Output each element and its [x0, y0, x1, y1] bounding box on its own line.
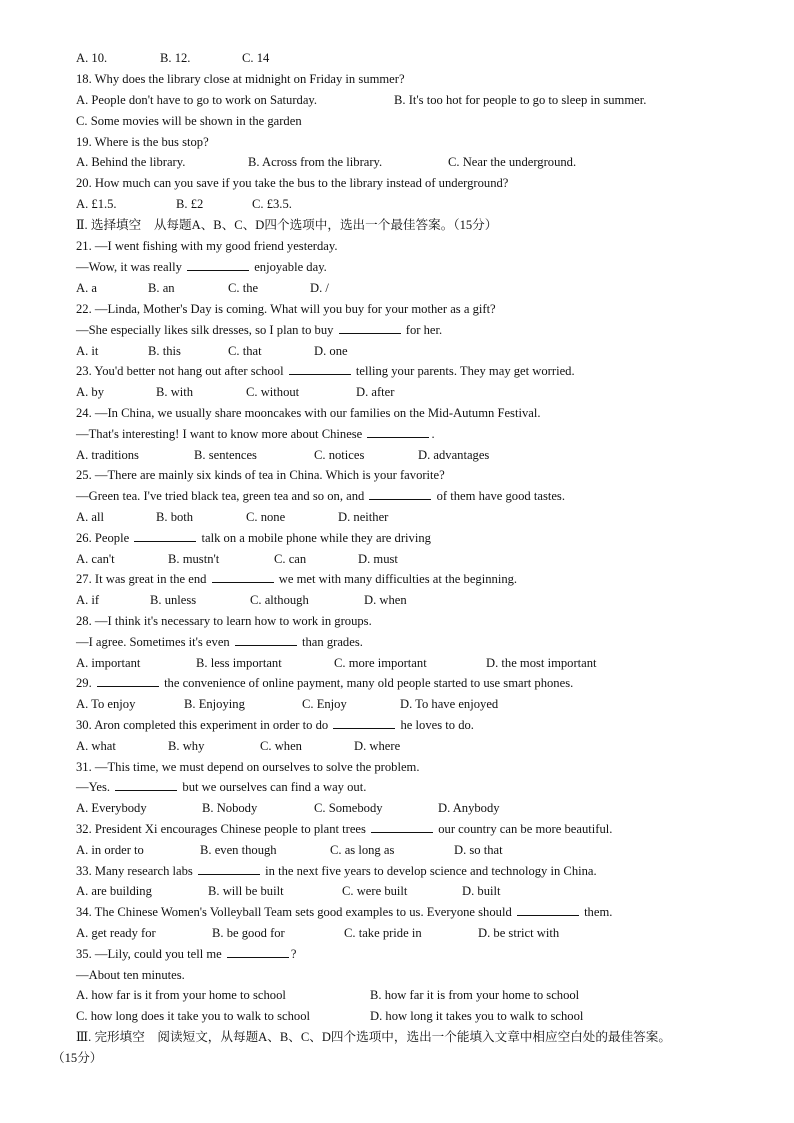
option: D. so that — [454, 843, 503, 857]
option: B. £2 — [176, 197, 204, 211]
option: B. mustn't — [168, 552, 220, 566]
text: —Yes. — [76, 780, 111, 794]
text: of them have good tastes. — [436, 489, 565, 503]
question-line — [76, 634, 363, 650]
question-stem: 20. How much can you save if you take the bus to the library instead of underground? — [76, 176, 509, 190]
option: A. in order to — [76, 843, 144, 857]
text: 27. It was great in the end — [76, 572, 207, 586]
option: C. £3.5. — [252, 197, 292, 211]
question-line — [76, 488, 565, 504]
option: B. this — [148, 344, 181, 358]
option: C. can — [274, 552, 307, 566]
answer-blank — [371, 821, 433, 833]
option: A. if — [76, 593, 100, 607]
option: B. less important — [196, 656, 282, 670]
answer-blank — [339, 322, 401, 334]
text: 26. People — [76, 531, 130, 545]
question-line — [76, 322, 442, 338]
text: than grades. — [302, 635, 363, 649]
text: for her. — [405, 323, 443, 337]
text: —Green tea. I've tried black tea, green tea and so on, and — [76, 489, 365, 503]
option: C. when — [260, 739, 302, 753]
question-line — [76, 426, 435, 442]
option: D. when — [364, 593, 407, 607]
answer-blank — [187, 259, 249, 271]
question-stem: 24. —In China, we usually share mooncakes with our families on the Mid-Autumn Festival. — [76, 406, 541, 420]
option: B. sentences — [194, 448, 257, 462]
option: C. none — [246, 510, 286, 524]
text: 35. —Lily, could you tell me — [76, 947, 222, 961]
text: —She especially likes silk dresses, so I plan to buy — [76, 323, 334, 337]
answer-blank — [333, 717, 395, 729]
text: 32. President Xi encourages Chinese people to plant trees — [76, 822, 366, 836]
answer-blank — [212, 571, 274, 583]
question-line — [76, 717, 474, 733]
option: B. 12. — [160, 51, 191, 65]
option: A. get ready for — [76, 926, 156, 940]
question-stem: 31. —This time, we must depend on ourselves to solve the problem. — [76, 760, 420, 774]
text: —That's interesting! I want to know more about Chinese — [76, 427, 363, 441]
option: C. 14 — [242, 51, 270, 65]
option: D. after — [356, 385, 395, 399]
option: A. £1.5. — [76, 197, 117, 211]
option: B. even though — [200, 843, 277, 857]
text: in the next five years to develop science and technology in China. — [265, 864, 597, 878]
answer-blank — [227, 946, 289, 958]
option: B. an — [148, 281, 175, 295]
text: the convenience of online payment, many old people started to use smart phones. — [164, 676, 574, 690]
option: C. Near the underground. — [448, 155, 577, 169]
question-line — [76, 363, 575, 379]
answer-blank — [517, 904, 579, 916]
option: A. important — [76, 656, 141, 670]
option: D. Anybody — [438, 801, 500, 815]
text: ? — [290, 947, 297, 961]
text: but we ourselves can find a way out. — [182, 780, 367, 794]
option: C. as long as — [330, 843, 395, 857]
option: C. the — [228, 281, 259, 295]
option: B. be good for — [212, 926, 285, 940]
text: our country can be more beautiful. — [438, 822, 613, 836]
option: B. both — [156, 510, 194, 524]
question-line — [76, 904, 612, 920]
text: —Wow, it was really — [76, 260, 182, 274]
option: A. are building — [76, 884, 152, 898]
option: D. how long it takes you to walk to school — [370, 1009, 584, 1023]
answer-blank — [134, 530, 196, 542]
text: he loves to do. — [400, 718, 474, 732]
option: D. advantages — [418, 448, 490, 462]
option: D. where — [354, 739, 401, 753]
option: B. Enjoying — [184, 697, 245, 711]
section-title-cont: （15分） — [52, 1051, 103, 1065]
option: A. Behind the library. — [76, 155, 186, 169]
option: D. the most important — [486, 656, 597, 670]
option: C. how long does it take you to walk to school — [76, 1009, 311, 1023]
option: D. be strict with — [478, 926, 560, 940]
option: B. Across from the library. — [248, 155, 383, 169]
text: 33. Many research labs — [76, 864, 193, 878]
answer-blank — [369, 488, 431, 500]
answer-blank — [198, 863, 260, 875]
option: C. that — [228, 344, 262, 358]
option: A. what — [76, 739, 116, 753]
option: C. more important — [334, 656, 427, 670]
question-line — [76, 863, 597, 879]
answer-blank — [289, 363, 351, 375]
option: D. neither — [338, 510, 389, 524]
text: them. — [584, 905, 613, 919]
option: A. 10. — [76, 51, 108, 65]
option: B. why — [168, 739, 205, 753]
question-line — [76, 821, 612, 837]
option: C. notices — [314, 448, 365, 462]
option: C. without — [246, 385, 300, 399]
option: D. To have enjoyed — [400, 697, 499, 711]
option: D. / — [310, 281, 329, 295]
text: —I agree. Sometimes it's even — [76, 635, 230, 649]
option: A. it — [76, 344, 99, 358]
question-line — [76, 946, 297, 962]
option: D. must — [358, 552, 398, 566]
question-stem: 25. —There are mainly six kinds of tea in China. Which is your favorite? — [76, 468, 445, 482]
option: A. how far is it from your home to school — [76, 988, 286, 1002]
text: 34. The Chinese Women's Volleyball Team sets good examples to us. Everyone should — [76, 905, 512, 919]
option: D. built — [462, 884, 501, 898]
question-line — [76, 779, 366, 795]
question-stem: 18. Why does the library close at midnight on Friday in summer? — [76, 72, 405, 86]
text: we met with many difficulties at the beginning. — [278, 572, 518, 586]
option: C. Enjoy — [302, 697, 347, 711]
option: B. unless — [150, 593, 197, 607]
text: enjoyable day. — [254, 260, 327, 274]
option: A. all — [76, 510, 104, 524]
text: 29. — [76, 676, 92, 690]
option: A. traditions — [76, 448, 139, 462]
option: A. by — [76, 385, 104, 399]
option: A. Everybody — [76, 801, 147, 815]
option: C. were built — [342, 884, 408, 898]
question-stem: 22. —Linda, Mother's Day is coming. What will you buy for your mother as a gift? — [76, 302, 496, 316]
option: A. can't — [76, 552, 115, 566]
section-title: Ⅲ. 完形填空 阅读短文，从每题A、B、C、D四个选项中，选出一个能填入文章中相应空白处的最佳答案。 — [76, 1030, 671, 1044]
option: B. Nobody — [202, 801, 258, 815]
answer-blank — [367, 426, 429, 438]
option: B. with — [156, 385, 194, 399]
option: B. will be built — [208, 884, 284, 898]
text: 30. Aron completed this experiment in order to do — [76, 718, 329, 732]
section-title: Ⅱ. 选择填空 从每题A、B、C、D四个选项中，选出一个最佳答案。（15分） — [76, 218, 498, 232]
question-stem: 28. —I think it's necessary to learn how to work in groups. — [76, 614, 372, 628]
text: . — [431, 427, 435, 441]
option: B. how far it is from your home to school — [370, 988, 580, 1002]
option: A. a — [76, 281, 97, 295]
option: C. although — [250, 593, 309, 607]
option: C. Somebody — [314, 801, 383, 815]
answer-blank — [97, 675, 159, 687]
option: C. take pride in — [344, 926, 422, 940]
option: C. Some movies will be shown in the garden — [76, 114, 302, 128]
question-line: —About ten minutes. — [76, 968, 185, 982]
question-line — [76, 259, 327, 275]
answer-blank — [115, 779, 177, 791]
question-line — [76, 571, 517, 587]
question-stem: 19. Where is the bus stop? — [76, 135, 209, 149]
option: A. People don't have to go to work on Saturday. — [76, 93, 318, 107]
text: telling your parents. They may get worried. — [355, 364, 575, 378]
text: talk on a mobile phone while they are driving — [201, 531, 431, 545]
answer-blank — [235, 634, 297, 646]
text: 23. You'd better not hang out after school — [76, 364, 284, 378]
question-stem: 21. —I went fishing with my good friend yesterday. — [76, 239, 338, 253]
option: B. It's too hot for people to go to sleep in summer. — [394, 93, 647, 107]
question-line — [76, 675, 573, 691]
question-line — [76, 530, 431, 546]
option: D. one — [314, 344, 348, 358]
option: A. To enjoy — [76, 697, 136, 711]
